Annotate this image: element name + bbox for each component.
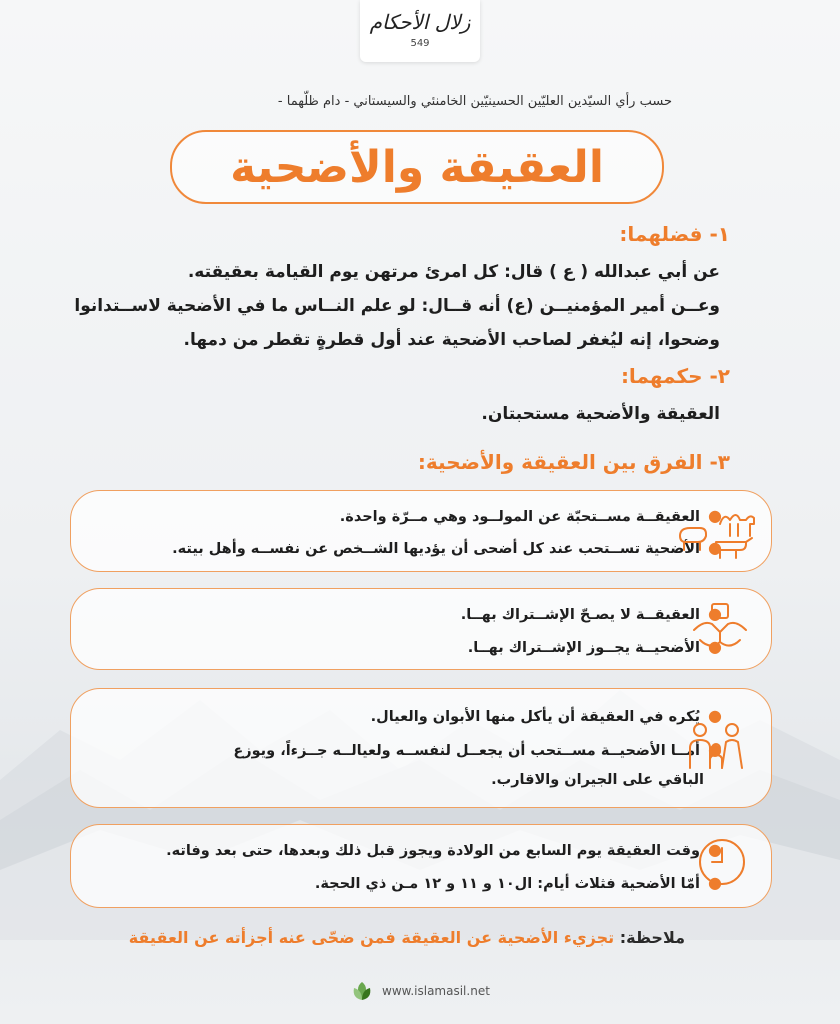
box-2-item-1: ●العقيقــة لا يصـحّ الإشــتراك بهــا. xyxy=(460,604,722,623)
box-2-item-2: ●الأضحيــة يجــوز الإشــتراك بهــا. xyxy=(467,637,722,656)
subtitle: حسب رأي السيّدين العليّين الحسينيّين الخامنئي والسيستاني - دام ظلّهما - xyxy=(277,94,672,109)
difference-box-1 xyxy=(70,490,772,572)
clock-icon xyxy=(694,834,750,890)
box-1-item-2: ●الأضحية تســتحب عند كل أضحى أن يؤديها الشــخص عن نفســه وأهل بيته. xyxy=(172,538,722,557)
difference-box-4 xyxy=(70,824,772,908)
ruling-line: العقيقة والأضحية مستحبتان. xyxy=(481,404,720,424)
logo-text: زلال الأحكام xyxy=(369,10,471,34)
logo xyxy=(360,0,480,62)
box-3-item-2: ●أمــا الأضحيــة مســتحب أن يجعــل لنفســه ولعيالــه جــزءاً، ويوزع xyxy=(233,740,722,759)
virtue-line-3: وضحوا، إنه ليُغفر لصاحب الأضحية عند أول قطرةٍ تقطر من دمها. xyxy=(183,330,720,350)
section-virtue-heading: ١- فضلهما: xyxy=(619,222,730,246)
box-4-item-1: ●وقت العقيقة يوم السابع من الولادة ويجوز قبل ذلك وبعدها، حتى بعد وفاته. xyxy=(166,840,722,859)
note-text: تجزيء الأضحية عن العقيقة فمن ضحّى عنه أجزأته عن العقيقة xyxy=(128,928,615,947)
title-box xyxy=(170,130,664,204)
virtue-line-1: عن أبي عبدالله ( ع ) قال: كل امرئ مرتهن يوم القيامة بعقيقته. xyxy=(187,262,720,282)
box-4-item-2: ●أمّا الأضحية فثلاث أيام: ال١٠ و ١١ و ١٢ مـن ذي الحجة. xyxy=(314,873,722,892)
box-3-item-1: ●يُكره في العقيقة أن يأكل منها الأبوان والعيال. xyxy=(370,706,722,725)
section-difference-heading: ٣- الفرق بين العقيقة والأضحية: xyxy=(417,450,730,474)
box-1-item-1: ●العقيقــة مســتحبّة عن المولــود وهي مــرّة واحدة. xyxy=(339,506,722,525)
website-logo-icon xyxy=(350,980,374,1002)
logo-number: 549 xyxy=(410,38,430,49)
family-icon xyxy=(686,718,752,774)
animals-icon xyxy=(676,494,758,566)
note xyxy=(129,928,685,947)
page-title: العقيقة والأضحية xyxy=(230,141,604,193)
section-ruling-heading: ٢- حكمهما: xyxy=(620,364,730,388)
difference-box-2 xyxy=(70,588,772,670)
note-label: ملاحظة: xyxy=(619,928,685,947)
hands-sharing-icon xyxy=(690,600,750,656)
website-link[interactable]: www.islamasil.net xyxy=(382,984,490,998)
virtue-line-2: وعــن أمير المؤمنيــن (ع) أنه قــال: لو علم النــاس ما في الأضحية لاســتدانوا xyxy=(74,296,720,316)
box-3-item-3: الباقي على الجيران والاقارب. xyxy=(491,772,704,788)
footer xyxy=(350,980,490,1002)
